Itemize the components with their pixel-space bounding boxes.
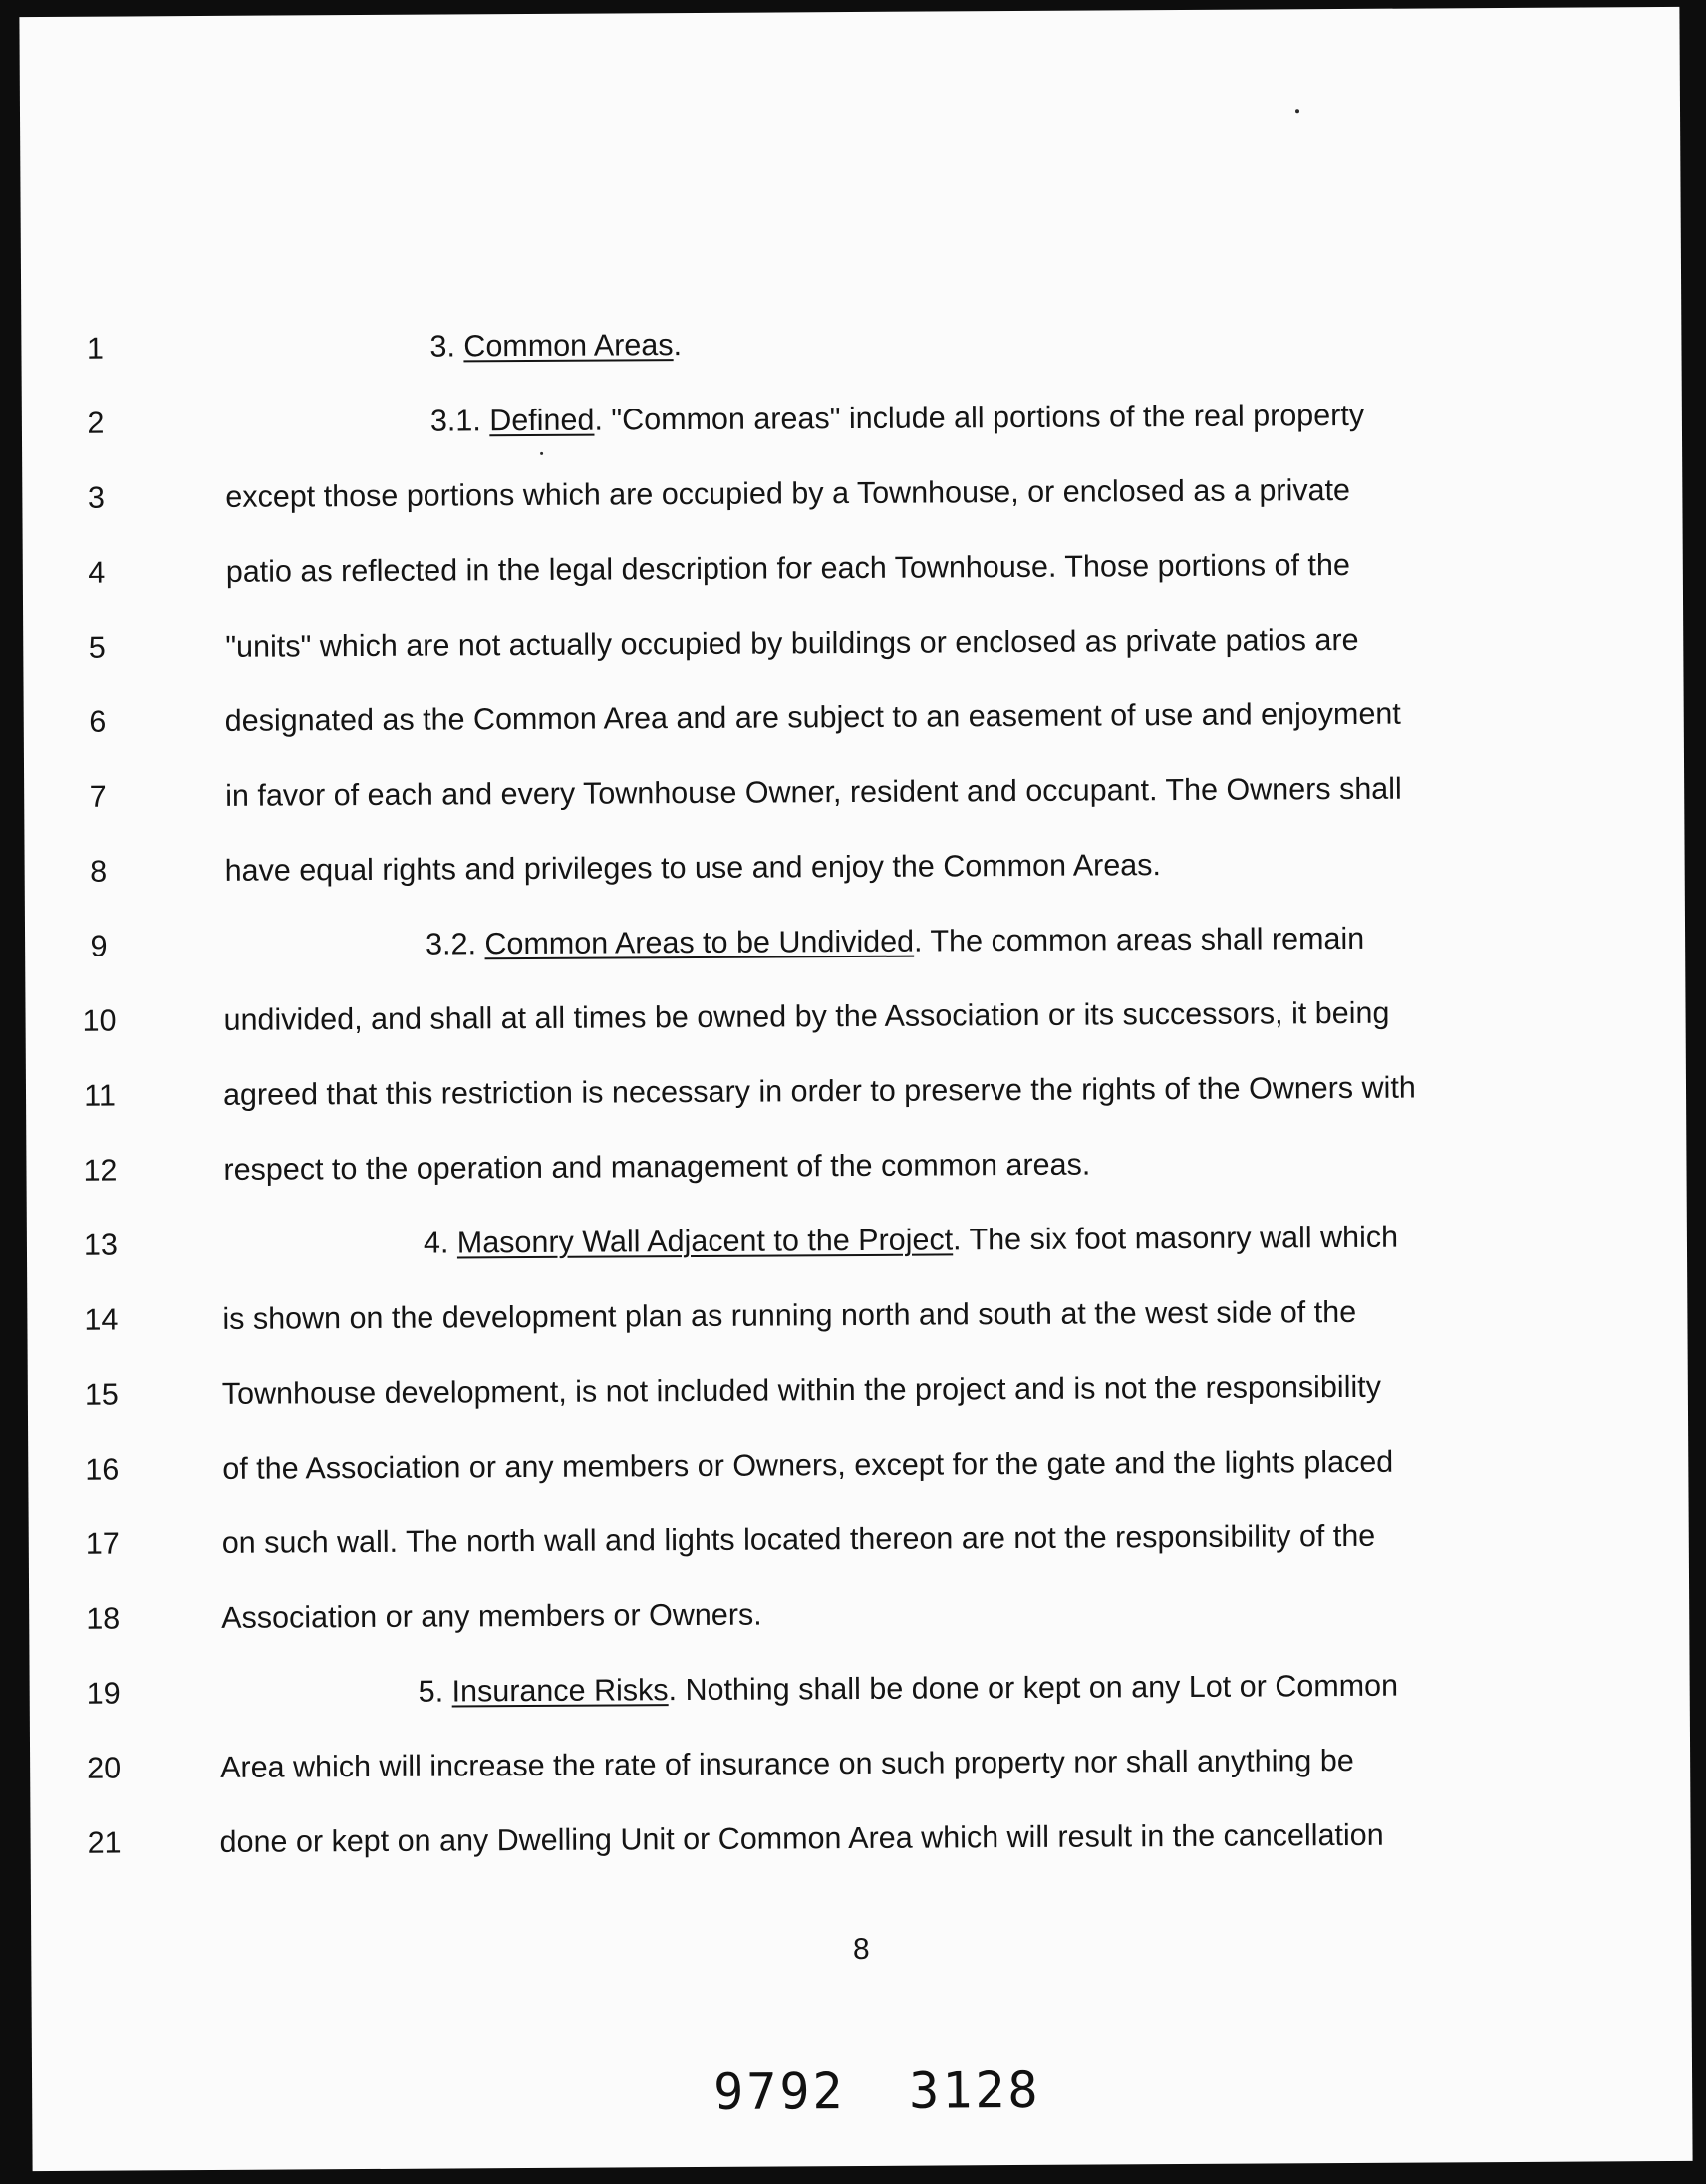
line-number: 12 <box>83 1153 118 1188</box>
document-stamp-right: 3128 <box>908 2060 1041 2120</box>
line-text: Townhouse development, is not included within the project and is not the responsibility <box>221 1369 1382 1411</box>
line-text: except those portions which are occupied by a Townhouse, or enclosed as a private <box>225 472 1351 514</box>
document-line <box>22 463 1656 523</box>
line-number: 4 <box>88 555 106 590</box>
document-line <box>26 1136 1660 1196</box>
line-text: "units" which are not actually occupied by buildings or enclosed as private patios are <box>225 622 1359 664</box>
line-text: on such wall. The north wall and lights located thereon are not the responsibility of the <box>221 1518 1376 1560</box>
document-line <box>28 1360 1662 1420</box>
section-heading: Common Areas <box>463 328 674 364</box>
line-text: 5. Insurance Risks. Nothing shall be done or kept on any Lot or Common <box>418 1668 1399 1709</box>
section-heading: Masonry Wall Adjacent to the Project <box>456 1223 954 1260</box>
line-text: 4. Masonry Wall Adjacent to the Project. The six foot masonry wall which <box>423 1220 1399 1260</box>
line-number: 18 <box>86 1601 121 1636</box>
page-number: 8 <box>852 1932 870 1967</box>
line-text: 3. Common Areas. <box>429 328 683 364</box>
line-text: undivided, and shall at all times be owned by the Association or its successors, it being <box>223 995 1390 1037</box>
line-number: 19 <box>86 1676 121 1711</box>
line-text: patio as reflected in the legal description for each Townhouse. Those portions of the <box>225 547 1350 589</box>
document-line <box>30 1659 1664 1719</box>
document-line <box>29 1584 1663 1644</box>
line-number: 11 <box>84 1078 116 1113</box>
line-number: 16 <box>85 1452 120 1487</box>
document-line <box>28 1435 1662 1495</box>
line-number: 6 <box>89 704 107 739</box>
line-text: designated as the Common Area and are subject to an easement of use and enjoyment <box>224 696 1401 738</box>
document-line <box>30 1808 1664 1868</box>
document-line <box>22 389 1656 448</box>
line-number: 13 <box>83 1228 119 1262</box>
document-line <box>27 1211 1661 1270</box>
line-number: 10 <box>82 1003 117 1038</box>
line-number: 1 <box>86 331 105 366</box>
scan-speck <box>1295 109 1299 113</box>
line-number: 17 <box>85 1526 120 1561</box>
line-text: respect to the operation and management of the common areas. <box>223 1147 1091 1187</box>
line-number: 5 <box>88 630 106 665</box>
line-text: done or kept on any Dwelling Unit or Common Area which will result in the cancellation <box>219 1817 1384 1859</box>
line-text: is shown on the development plan as running north and south at the west side of the <box>222 1294 1357 1336</box>
document-line <box>27 1285 1661 1345</box>
document-line <box>21 314 1655 374</box>
line-number: 9 <box>90 929 108 963</box>
section-heading: Common Areas to be Undivided <box>484 924 915 961</box>
line-number: 15 <box>84 1377 119 1412</box>
line-number: 3 <box>87 480 105 515</box>
line-number: 20 <box>87 1751 122 1785</box>
line-text: agreed that this restriction is necessary in order to preserve the rights of the Owners with <box>222 1070 1416 1112</box>
document-line <box>25 837 1659 897</box>
line-number: 2 <box>87 406 105 440</box>
document-line <box>25 986 1659 1046</box>
line-text: Area which will increase the rate of insurance on such property nor shall anything be <box>220 1743 1354 1784</box>
scan-speck <box>540 452 543 455</box>
line-text: Association or any members or Owners. <box>221 1597 762 1635</box>
document-page <box>19 7 1692 2171</box>
line-text: in favor of each and every Townhouse Owner, resident and occupant. The Owners shall <box>225 771 1402 813</box>
document-line <box>23 613 1657 673</box>
document-line <box>23 538 1657 598</box>
document-line <box>24 762 1658 822</box>
section-heading: Defined <box>489 403 595 438</box>
line-text: 3.2. Common Areas to be Undivided. The common areas shall remain <box>426 921 1365 961</box>
document-line <box>26 1061 1660 1121</box>
line-number: 14 <box>84 1302 119 1337</box>
line-number: 21 <box>87 1825 122 1860</box>
line-number: 7 <box>89 779 107 814</box>
line-text: of the Association or any members or Owners, except for the gate and the lights placed <box>222 1444 1394 1486</box>
document-line <box>30 1734 1664 1793</box>
line-text: have equal rights and privileges to use and enjoy the Common Areas. <box>224 848 1162 888</box>
document-stamp-left: 9792 <box>712 2062 846 2121</box>
section-heading: Insurance Risks <box>451 1673 669 1709</box>
document-line <box>29 1509 1663 1569</box>
document-line <box>25 912 1659 971</box>
line-text: 3.1. Defined. "Common areas" include all portions of the real property <box>429 398 1365 438</box>
line-number: 8 <box>90 854 108 889</box>
document-line <box>24 687 1658 747</box>
